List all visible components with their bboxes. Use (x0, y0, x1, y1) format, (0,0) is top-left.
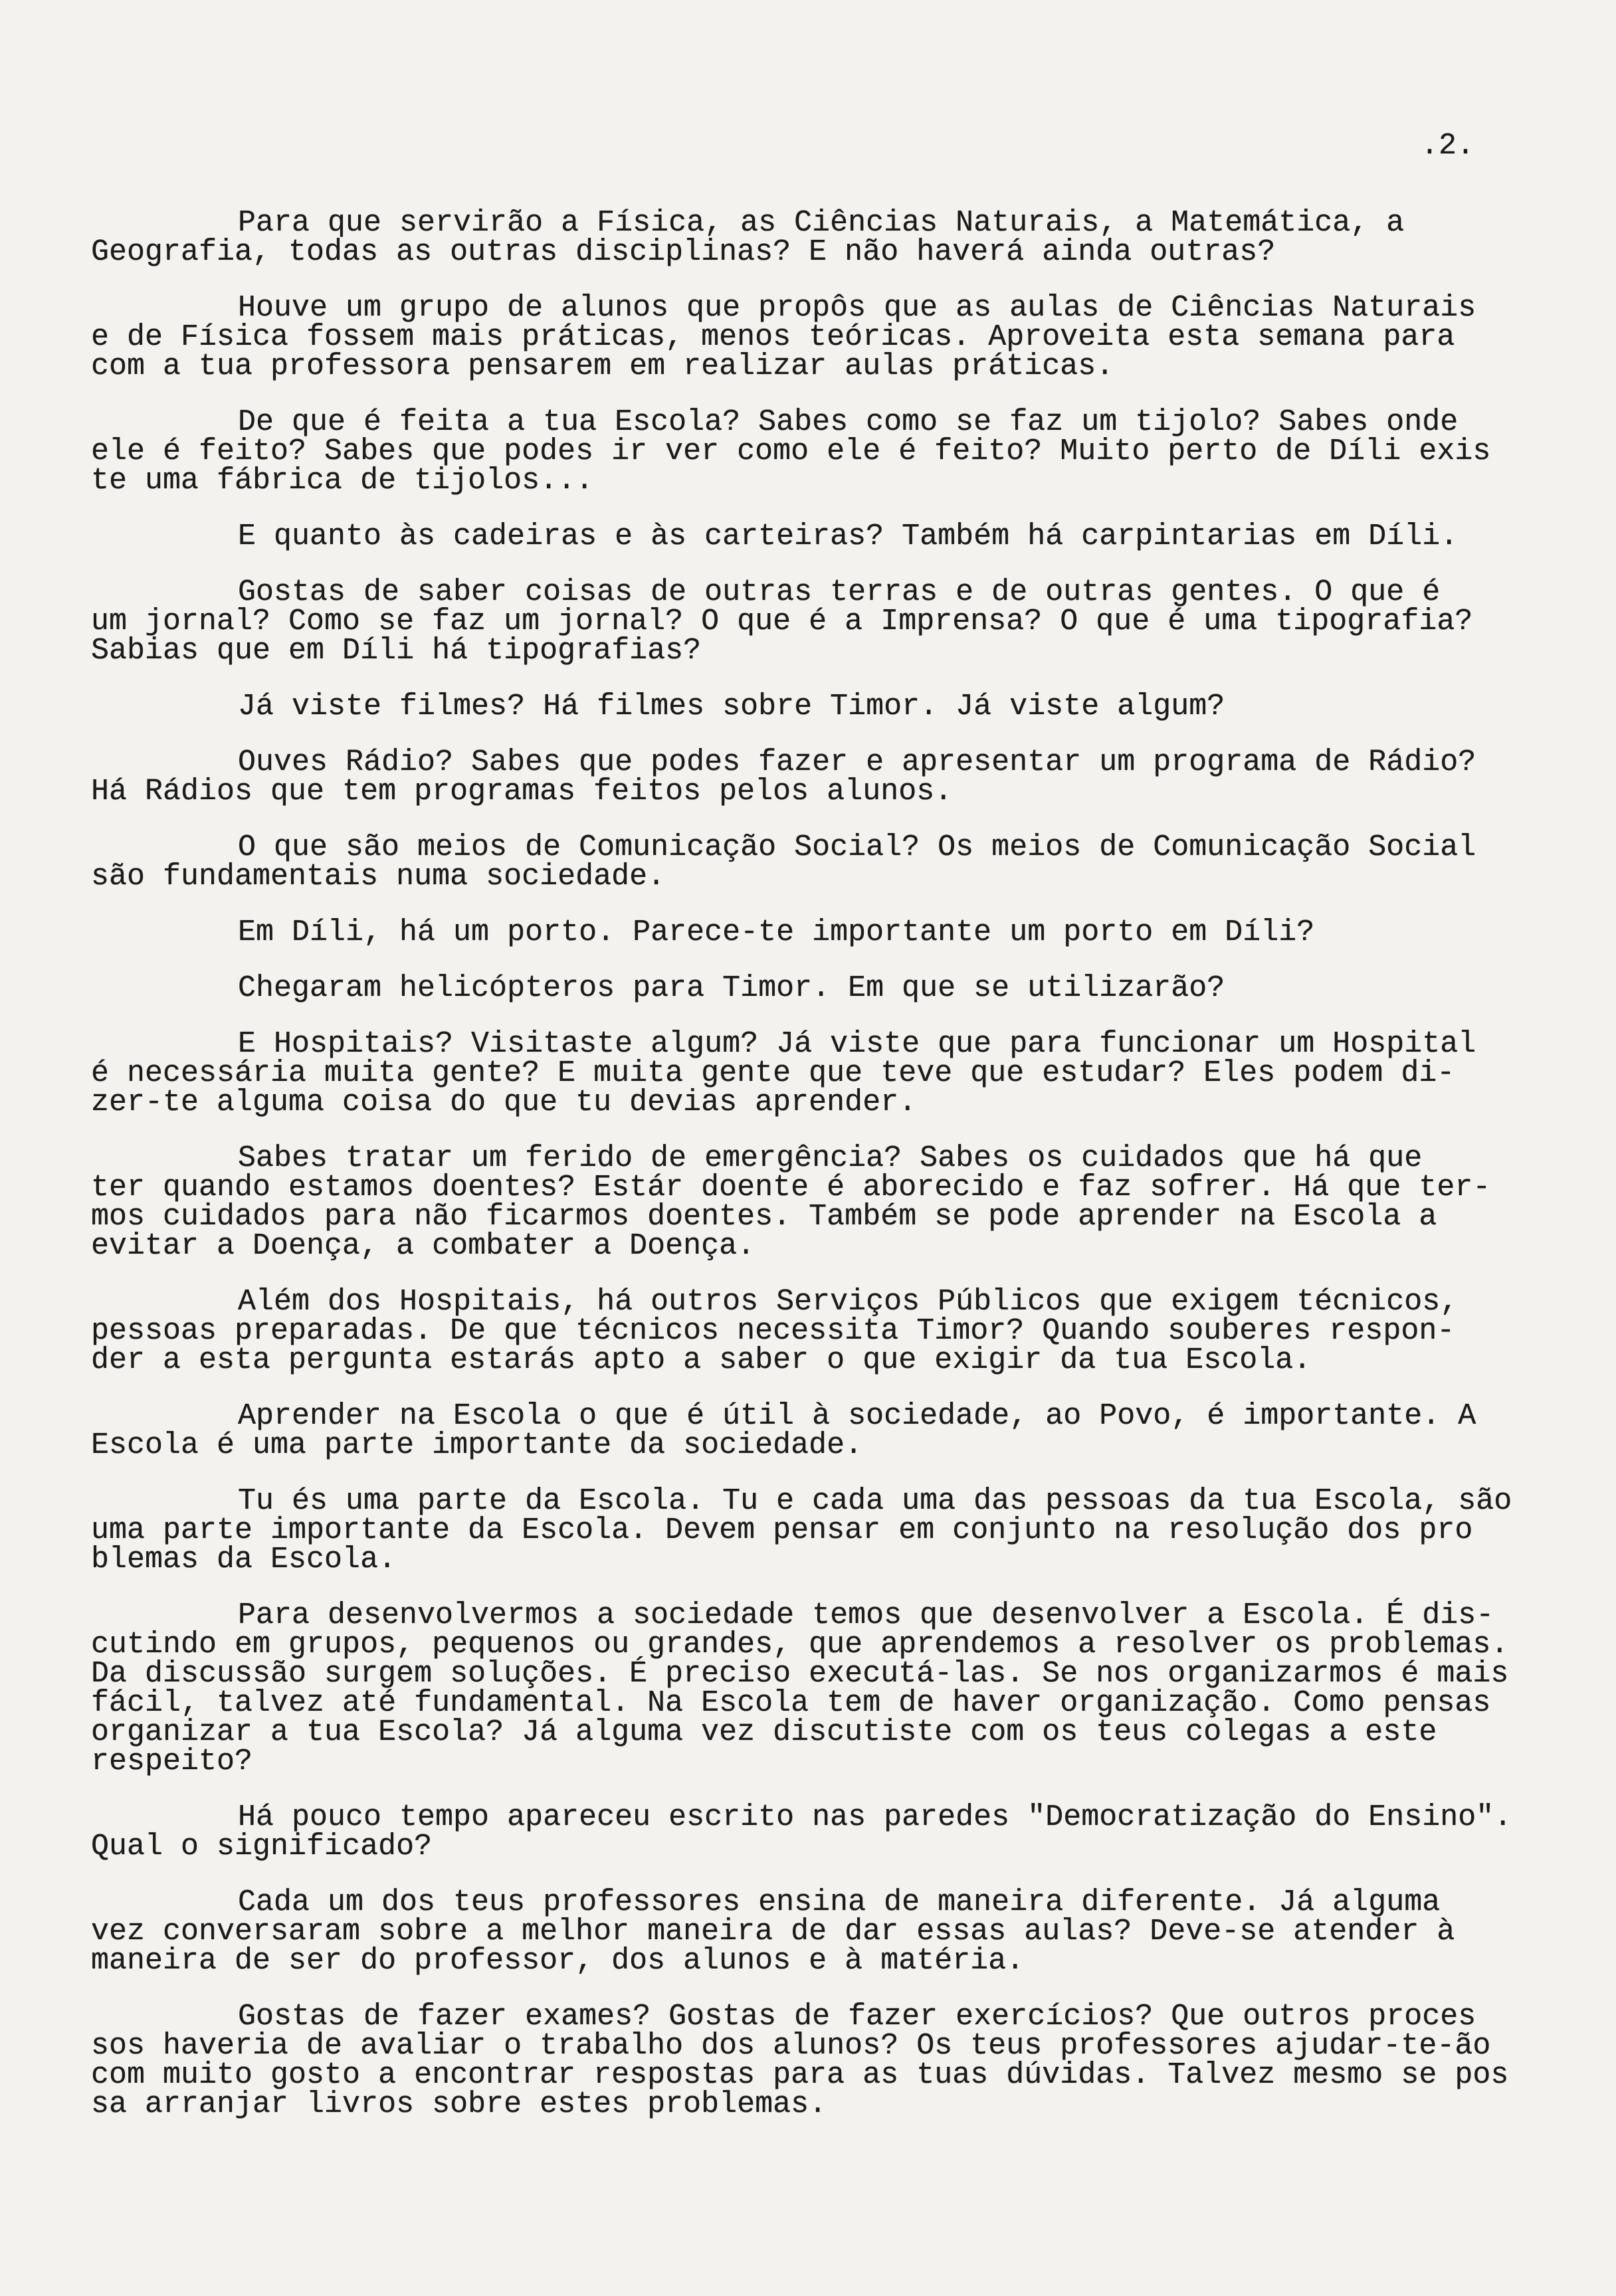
text-line: é necessária muita gente? E muita gente que teve que estudar? Eles podem di- (91, 1056, 1455, 1090)
text-line: uma parte importante da Escola. Devem pensar em conjunto na resolução dos pro (91, 1513, 1473, 1547)
text-line: te uma fábrica de tijolos... (91, 464, 594, 498)
text-line: mos cuidados para não ficarmos doentes. Também se pode aprender na Escola a (91, 1200, 1437, 1234)
text-line: Além dos Hospitais, há outros Serviços Públicos que exigem técnicos, (238, 1285, 1459, 1319)
text-line: respeito? (91, 1745, 253, 1778)
text-line: Gostas de saber coisas de outras terras e de outras gentes. O que é (238, 575, 1441, 609)
paragraph (91, 206, 1586, 269)
text-line: E Hospitais? Visitaste algum? Já viste que para funcionar um Hospital (238, 1027, 1476, 1061)
text-line: Ouves Rádio? Sabes que podes fazer e apresentar um programa de Rádio? (238, 745, 1476, 779)
text-line: sa arranjar livros sobre estes problemas. (91, 2087, 827, 2121)
document-body (91, 206, 1586, 2121)
text-line: Chegaram helicópteros para Timor. Em que se utilizarão? (238, 971, 1225, 1005)
text-line: Sabes tratar um ferido de emergência? Sabes os cuidados que há que (238, 1141, 1423, 1175)
text-line: pessoas preparadas. De que técnicos necessita Timor? Quando souberes respon- (91, 1314, 1455, 1348)
text-line: Tu és uma parte da Escola. Tu e cada uma das pessoas da tua Escola, são (238, 1484, 1512, 1518)
paragraph (91, 915, 1586, 949)
paragraph (91, 575, 1586, 668)
text-line: Houve um grupo de alunos que propôs que as aulas de Ciências Naturais (238, 291, 1476, 325)
text-line: e de Física fossem mais práticas, menos teóricas. Aproveita esta semana para (91, 320, 1455, 354)
text-line: organizar a tua Escola? Já alguma vez discutiste com os teus colegas a este (91, 1715, 1437, 1749)
paragraph (91, 1598, 1586, 1778)
text-line: Gostas de fazer exames? Gostas de fazer exercícios? Que outros proces (238, 2000, 1476, 2034)
text-line: Sabias que em Díli há tipografias? (91, 634, 702, 668)
text-line: Cada um dos teus professores ensina de maneira diferente. Já alguma (238, 1885, 1441, 1919)
paragraph (91, 522, 1586, 551)
text-line: Geografia, todas as outras disciplinas? E não haverá ainda outras? (91, 235, 1276, 269)
paragraph (91, 830, 1586, 894)
paragraph (91, 1285, 1586, 1377)
text-line: der a esta pergunta estarás apto a saber o que exigir da tua Escola. (91, 1343, 1312, 1377)
text-line: fácil, talvez até fundamental. Na Escola tem de haver organização. Como pensas (91, 1686, 1491, 1720)
paragraph (91, 405, 1586, 498)
text-line: Já viste filmes? Há filmes sobre Timor. Já viste algum? (238, 690, 1225, 723)
text-line: blemas da Escola. (91, 1543, 397, 1577)
text-line: um jornal? Como se faz um jornal? O que é a Imprensa? O que é uma tipografia? (91, 605, 1473, 638)
text-line: Escola é uma parte importante da sociedade. (91, 1428, 863, 1462)
paragraph (91, 1399, 1586, 1462)
text-line: cutindo em grupos, pequenos ou grandes, que aprendemos a resolver os problemas. (91, 1628, 1509, 1662)
text-line: Há Rádios que tem programas feitos pelos alunos. (91, 775, 953, 809)
paragraph (91, 745, 1586, 809)
text-line: Da discussão surgem soluções. É preciso executá-las. Se nos organizarmos é mais (91, 1657, 1509, 1691)
text-line: maneira de ser do professor, dos alunos e à matéria. (91, 1944, 1025, 1978)
text-line: ter quando estamos doentes? Estár doente é aborecido e faz sofrer. Há que ter- (91, 1171, 1491, 1204)
text-line: E quanto às cadeiras e às carteiras? Também há carpintarias em Díli. (238, 520, 1459, 553)
text-line: O que são meios de Comunicação Social? Os meios de Comunicação Social (238, 830, 1476, 864)
text-line: evitar a Doença, a combater a Doença. (91, 1229, 756, 1263)
paragraph (91, 1027, 1586, 1119)
text-line: Para desenvolvermos a sociedade temos que desenvolver a Escola. É dis- (238, 1598, 1494, 1632)
paragraph (91, 2002, 1586, 2119)
text-line: são fundamentais numa sociedade. (91, 860, 666, 894)
text-line: ele é feito? Sabes que podes ir ver como ele é feito? Muito perto de Díli exis (91, 434, 1491, 468)
paragraph (91, 291, 1586, 383)
text-line: sos haveria de avaliar o trabalho dos alunos? Os teus professores ajudar-te-ão (91, 2029, 1491, 2063)
paragraph (91, 1141, 1586, 1263)
paragraph (91, 971, 1586, 1005)
text-line: De que é feita a tua Escola? Sabes como se faz um tijolo? Sabes onde (238, 405, 1459, 439)
text-line: Para que servirão a Física, as Ciências Naturais, a Matemática, a (238, 206, 1405, 240)
text-line: Qual o significado? (91, 1830, 433, 1864)
text-line: vez conversaram sobre a melhor maneira de dar essas aulas? Deve-se atender à (91, 1915, 1455, 1949)
paragraph (91, 1800, 1586, 1864)
paragraph (91, 1484, 1586, 1577)
text-line: com a tua professora pensarem em realizar aulas práticas. (91, 349, 1114, 383)
paragraph (91, 692, 1586, 721)
text-line: Há pouco tempo apareceu escrito nas paredes "Democratização do Ensino". (238, 1800, 1512, 1834)
text-line: zer-te alguma coisa do que tu devias aprender. (91, 1086, 917, 1119)
page-number: .2. (1421, 129, 1475, 163)
paragraph (91, 1885, 1586, 1978)
text-line: Em Díli, há um porto. Parece-te importante um porto em Díli? (238, 915, 1315, 949)
text-line: Aprender na Escola o que é útil à sociedade, ao Povo, é importante. A (238, 1399, 1476, 1433)
text-line: com muito gosto a encontrar respostas para as tuas dúvidas. Talvez mesmo se pos (91, 2058, 1509, 2092)
